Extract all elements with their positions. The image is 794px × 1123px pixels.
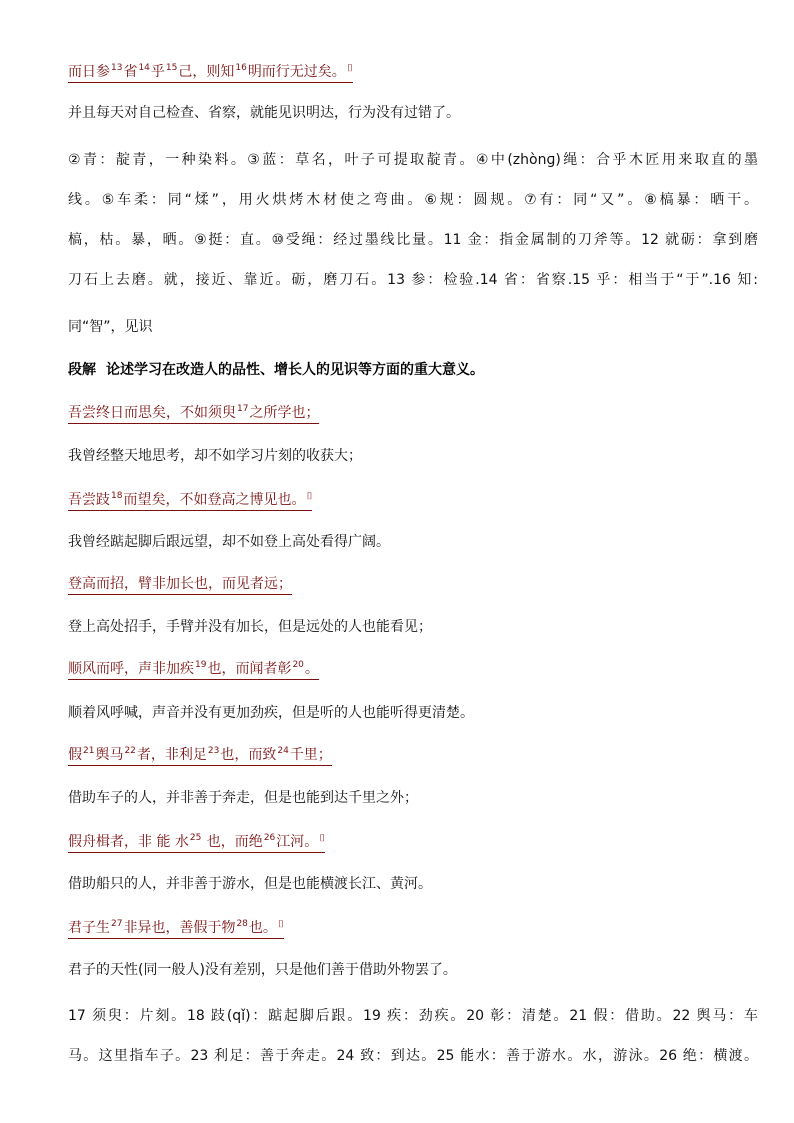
notes-line: 马。这里指车子。23 利足：善于奔走。24 致：到达。25 能水：善于游水。水，游泳。26 绝：横渡。 [68,1048,758,1064]
text-segment: 假 [68,747,82,763]
notes-line: 槁，枯。暴，晒。⑨挺：直。⑩受绳：经过墨线比量。11 金：指金属制的刀斧等。12 就砺：拿到磨 [68,232,758,248]
text-segment: 者，非利足 [136,747,207,763]
footnote-ref: 14 [138,63,150,73]
original-line-6 [68,745,758,766]
footnote-ref: 16 [235,63,247,73]
placeholder-marker-icon: ⌷ [306,491,313,502]
text-segment: 。 [304,661,319,677]
translation-line-6: 借助车子的人，并非善于奔走，但是也能到达千里之外； [68,790,418,806]
text-segment: 也，而绝 [202,834,263,850]
footnote-ref: 27 [111,919,123,929]
footnote-ref: 28 [236,919,248,929]
notes-line: 刀石上去磨。就，接近、靠近。砺，磨刀石。13 参：检验.14 省：省察.15 乎：相当于“于”.16 知: [68,272,758,288]
original-text [68,746,332,766]
translation-line-2: 我曾经整天地思考，却不如学习片刻的收获大； [68,448,362,464]
text-segment: 省 [123,64,138,80]
translation-line-3: 我曾经踮起脚后跟远望，却不如登上高处看得广阔。 [68,534,390,550]
text-segment: 也，而致 [220,747,277,763]
footnote-ref: 17 [237,404,249,414]
original-text [68,830,325,853]
text-segment: 也，而闻者彰 [207,661,292,677]
placeholder-marker-icon: ⌷ [277,919,284,930]
text-segment: 己，则知 [178,64,235,80]
original-text [68,916,284,939]
footnote-ref: 26 [263,833,276,843]
text-segment: 也。 [248,920,277,936]
footnote-ref: 15 [165,63,178,73]
translation-line-7: 借助船只的人，并非善于游水，但是也能横渡长江、黄河。 [68,876,432,892]
section-heading [68,360,758,380]
footnote-ref: 23 [207,746,220,756]
original-line-8 [68,916,758,939]
original-line-5 [68,659,758,680]
original-line-3 [68,488,758,511]
text-segment: 乎 [150,64,165,80]
text-segment: 而日参 [68,64,110,80]
text-segment: 江河。 [276,834,319,850]
text-segment: 而望矣，不如登高之博见也。 [123,492,306,508]
translation-line-4: 登上高处招手，手臂并没有加长，但是远处的人也能看见； [68,619,432,635]
notes-line: 线。⑤车柔：同“煣”，用火烘烤木材使之弯曲。⑥规：圆规。⑦有：同“又”。⑧槁暴：晒干。 [68,192,758,208]
notes-line: ②青：靛青，一种染料。③蓝：草名，叶子可提取靛青。④中(zhònɡ)绳：合乎木匠用来取直的墨 [68,152,758,168]
footnote-ref: 18 [111,491,123,501]
translation-line-8: 君子的天性(同一般人)没有差别，只是他们善于借助外物罢了。 [68,962,457,978]
text-segment: 千里； [289,747,332,763]
text-segment: 假舟楫者，非 能 水 [68,834,189,850]
original-line-7 [68,830,758,853]
original-text [68,575,292,595]
text-segment: 吾尝跂 [68,492,110,508]
footnote-ref: 22 [124,746,136,756]
text-segment: 非异也，善假于物 [123,920,236,936]
notes-line: 同“智”，见识 [68,319,153,335]
translation-line-1: 并且每天对自己检查、省察，就能见识明达，行为没有过错了。 [68,105,460,121]
section-tag: 段解 [68,362,96,378]
footnote-ref: 21 [83,746,95,756]
text-segment: 顺风而呼，声非加疾 [68,661,194,677]
placeholder-marker-icon: ⌷ [346,63,353,74]
footnote-ref: 13 [111,63,123,73]
text-segment: 舆马 [95,747,124,763]
section-text: 论述学习在改造人的品性、增长人的见识等方面的重大意义。 [106,362,484,378]
footnote-ref: 20 [292,660,304,670]
original-text [68,660,319,680]
footnote-ref: 24 [277,746,289,756]
translation-line-5: 顺着风呼喊，声音并没有更加劲疾，但是听的人也能听得更清楚。 [68,705,474,721]
text-segment: 明而行无过矣。 [247,64,346,80]
text-segment: 君子生 [68,920,110,936]
text-segment: 之所学也； [249,405,320,421]
original-text [68,60,353,83]
text-segment: 吾尝终日而思矣，不如须臾 [68,405,236,421]
footnote-ref: 19 [195,660,207,670]
original-line-1 [68,60,758,83]
original-line-4 [68,574,758,595]
notes-line: 17 须臾：片刻。18 跂(qǐ)：踮起脚后跟。19 疾：劲疾。20 彰：清楚。21 假：借助。22 舆马：车 [68,1008,758,1024]
footnote-ref: 25 [189,833,202,843]
original-text [68,488,312,511]
text-segment: 登高而招，臂非加长也，而见者远； [68,576,292,592]
original-text [68,404,319,424]
original-line-2 [68,403,758,424]
placeholder-marker-icon: ⌷ [319,833,326,844]
